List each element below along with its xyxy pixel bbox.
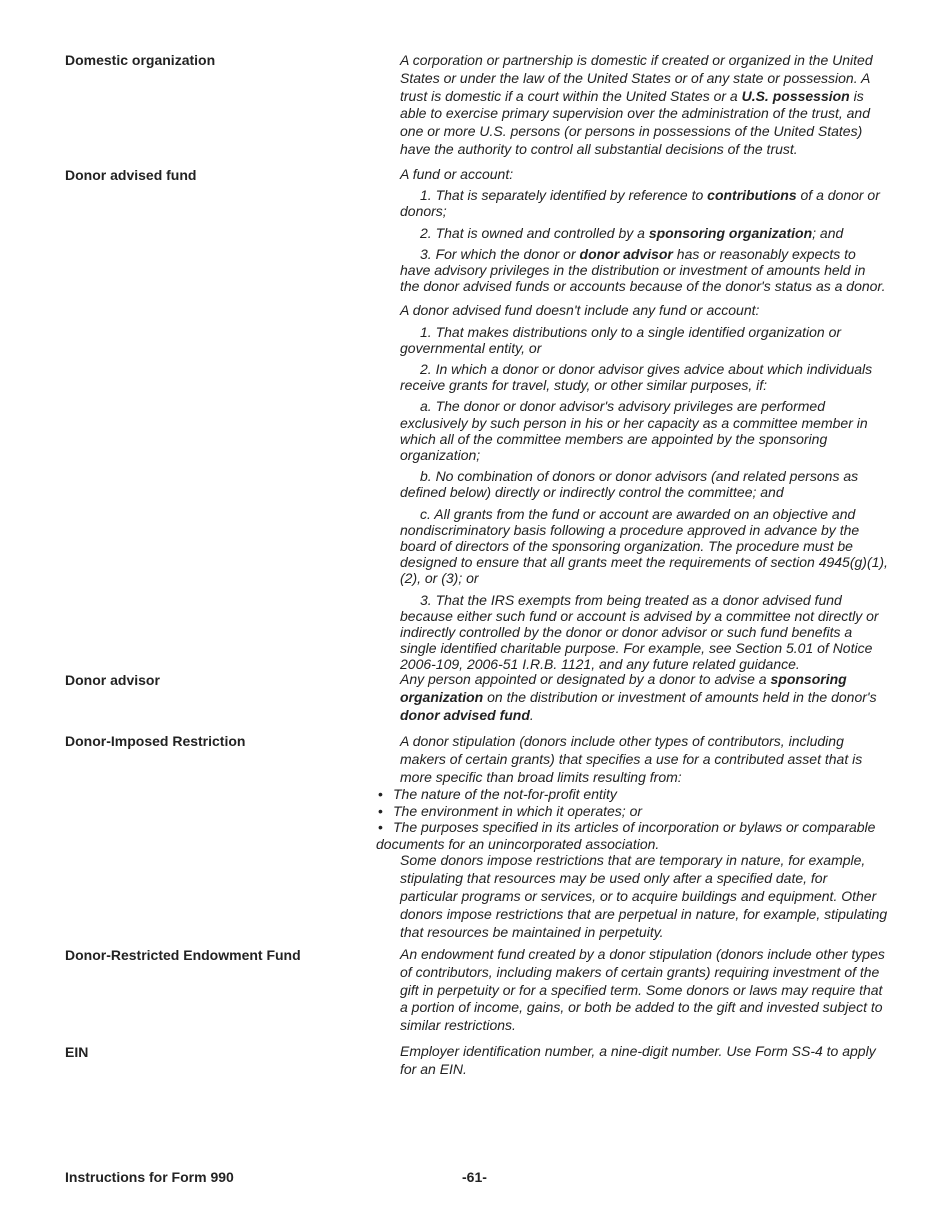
term-donor-imposed-restriction: Donor-Imposed Restriction (65, 733, 246, 749)
definition-donor-advisor (400, 671, 888, 724)
term-ein: EIN (65, 1044, 89, 1060)
definition-paragraph: A corporation or partnership is domestic if created or organized in the United States or under the law of the United States or of any state or possession. A trust is domestic if a court within the United States or a U.S. possession is able to exercise primary supervision over the administration of the trust, and one or more U.S. persons (or persons in possessions of the United States) have the authority to control all substantial decisions of the trust. (400, 52, 873, 157)
term-donor-advisor: Donor advisor (65, 672, 160, 688)
term-domestic-organization: Domestic organization (65, 52, 216, 68)
definition-intro: A donor stipulation (donors include other types of contributors, including makers of certain grants) that specifies a use for a contributed asset that is more specific than broad limits resulting from: (400, 733, 863, 785)
definition-intro: A fund or account: (400, 166, 514, 182)
definition-paragraph: Any person appointed or designated by a donor to advise a sponsoring organization on the distribution or investment of amounts held in the donor's donor advised fund. (400, 671, 877, 723)
definition-domestic-organization (400, 52, 888, 159)
definition-paragraph: An endowment fund created by a donor stipulation (donors include other types of contributors, including makers of certain grants) requiring investment of the gift in perpetuity or for a specified term. Some donors or laws may require that a portion of income, gains, or both be added to the gift and invested subject to similar restrictions. (400, 946, 885, 1034)
list-item: 3. For which the donor or donor advisor has or reasonably expects to have advisory privileges in the distribution or investment of amounts held in the donor advised funds or accounts because of the donor's status as a donor. (400, 245, 886, 295)
list-item: 1. That makes distributions only to a single identified organization or governmental entity, or (400, 323, 842, 356)
list-item: 2. That is owned and controlled by a sponsoring organization; and (420, 224, 844, 241)
list-item: a. The donor or donor advisor's advisory privileges are performed exclusively by such person in his or her capacity as a committee member in which all of the committee members are appointed by the sponsoring organization; (400, 398, 868, 464)
bullet-item: • The purposes specified in its articles of incorporation or bylaws or comparable documents for an unincorporated association. (376, 819, 876, 852)
definition-ein (400, 1043, 888, 1079)
list-item: 2. In which a donor or donor advisor gives advice about which individuals receive grants for travel, study, or other similar purposes, if: (400, 361, 873, 394)
definition-donor-advised-fund (400, 166, 888, 673)
list-item: c. All grants from the fund or account are awarded on an objective and nondiscriminatory basis following a procedure approved in advance by the board of directors of the sponsoring organization. The procedure must be designed to ensure that all grants meet the requirements of section 4945(g)(1), (2), or (3); or (400, 505, 888, 587)
list-item: 1. That is separately identified by reference to contributions of a donor or donors; (400, 187, 880, 220)
bullet-item: • The environment in which it operates; or (378, 802, 643, 819)
footer-form-title: Instructions for Form 990 (65, 1169, 234, 1185)
bullet-item: • The nature of the not-for-profit entity (378, 786, 617, 803)
bullet-icon: • (378, 819, 383, 836)
list-item: b. No combination of donors or donor advisors (and related persons as defined below) directly or indirectly control the committee; and (400, 468, 859, 501)
footer-page-number: -61- (462, 1169, 487, 1185)
bullet-icon: • (378, 802, 383, 819)
definition-donor-imposed-restriction (376, 733, 888, 941)
definition-donor-restricted-endowment-fund (400, 946, 888, 1035)
exclusion-intro: A donor advised fund doesn't include any fund or account: (400, 302, 760, 319)
definition-paragraph: Employer identification number, a nine-digit number. Use Form SS-4 to apply for an EIN. (400, 1043, 876, 1077)
bullet-icon: • (378, 786, 383, 803)
term-donor-restricted-endowment-fund: Donor-Restricted Endowment Fund (65, 947, 301, 963)
definition-paragraph: Some donors impose restrictions that are temporary in nature, for example, stipulating that resources may be used only after a specified date, for particular programs or services, or to acquire buildings and equipment. Other donors impose restrictions that are perpetual in nature, for example, stipulating that resources be maintained in perpetuity. (400, 852, 888, 940)
list-item: 3. That the IRS exempts from being treated as a donor advised fund because either such fund or account is advised by a committee not directly or indirectly controlled by the donor or donor advisor or such fund benefits a single identified charitable purpose. For example, see Section 5.01 of Notice 2006-109, 2006-51 I.R.B. 1121, and any future related guidance. (400, 591, 879, 673)
term-donor-advised-fund: Donor advised fund (65, 167, 197, 183)
